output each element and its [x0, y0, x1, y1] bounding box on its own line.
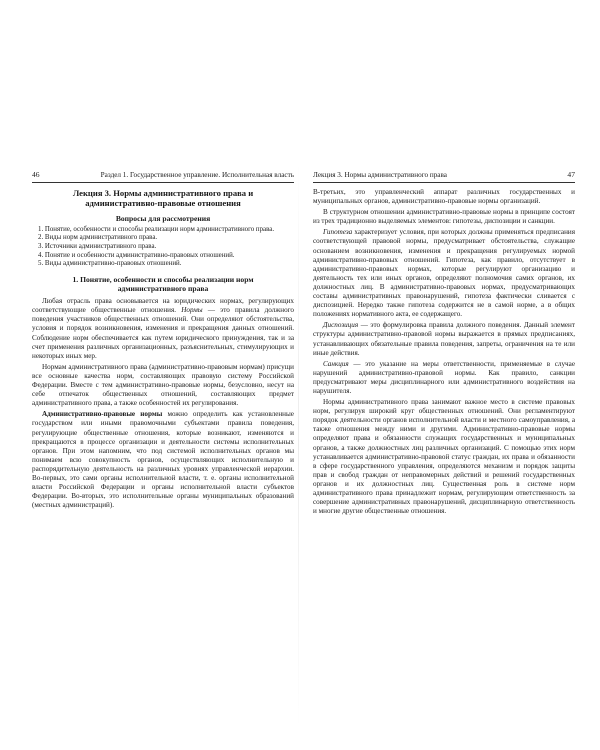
right-running-head [313, 170, 575, 183]
paragraph [313, 360, 575, 396]
left-running-head [32, 170, 294, 183]
questions-title: Вопросы для рассмотрения [115, 213, 211, 223]
paragraph-text: — это правила должного поведения участников общественных отношений. Они определяют обстоятельства, условия и порядок возникновения, изменения и прекращения данных отношений. Соблюдение норм обеспечивается как путем юридического принуждения, так и за счет применения различных организационных, разъяснительных, стимулирующих и некоторых иных мер. [32, 306, 294, 360]
paragraph-text: — это формулировка правила должного поведения. Данный элемент структуры административно-правовой нормы выражается в прямых предписаниях, устанавливающих обязательные правила поведения, запреты, ограничения на те или иные действия. [313, 321, 575, 357]
questions-list [32, 226, 294, 269]
question-item: 3. Источники административного права. [38, 243, 157, 250]
lecture-title: Лекция 3. Нормы административного права и административно-правовые отношения [72, 188, 254, 209]
paragraph [313, 228, 575, 319]
paragraph: Нормы административного права занимают важное место в системе правовых норм, регулируя широкий круг общественных отношений. Они регламентируют порядок деятельности органов исполнительной власти и местного самоуправления, а также отношения между ними и другими. Административно-правовые нормы определяют права и обязанности служащих государственных и муниципальных органов, а также должностных лиц различных организаций. С помощью этих норм устанавливается административно-правовой статус граждан, их права и обязанности в сфере государственного управления, определяются механизм и порядок защиты прав и свобод граждан от неправомерных действий и решений государственных органов и их должностных лиц. Существенная роль в системе норм административного права принадлежит нормам, регулирующим ответственность за совершение административных правонарушений, дисциплинарную ответственность и многие другие общественные отношения. [313, 398, 575, 516]
right-page [313, 170, 575, 730]
paragraph-text: можно определить как установленные государством или иными правомочными субъектами правила поведения, регулирующие общественные отношения, которые возникают, изменяются и прекращаются в процессе организации и деятельности системы исполнительных органов. При этом напомним, что под системой исполнительных органов мы понимаем всю совокупность органов, осуществляющих исполнительную и распорядительную деятельность на различных уровнях управленческой иерархии. Во-первых, это сами органы исполнительной власти, т. е. органы исполнительной власти Российской Федерации и органы исполнительной власти субъектов Федерации. Во-вторых, это исполнительные органы муниципальных образований (местных администраций). [32, 410, 294, 510]
page-gutter [298, 160, 299, 730]
left-page [32, 170, 294, 730]
question-item: 2. Виды норм административного права. [38, 234, 158, 242]
paragraph [32, 410, 294, 510]
left-running-head-text: Раздел 1. Государственное управление. Исполнительная власть [100, 171, 294, 179]
term-disposition: Диспозиция [323, 321, 359, 330]
question-item: 1. Понятие, особенности и способы реализации норм административного права. [38, 225, 275, 233]
term-hypothesis: Гипотеза [323, 228, 353, 237]
section-title: 1. Понятие, особенности и способы реализации норм административного права [72, 274, 254, 293]
left-page-number: 46 [32, 170, 40, 179]
paragraph-text: характеризует условия, при которых должны применяться предписания соответствующей правовой нормы, предусматривает обстоятельства, служащие основанием возникновения, изменения и прекращения регулируемых нормой административно-правовых отношений. Гипотеза, как правило, отсутствует в административно-правовых нормах, которые регулируют организацию и деятельность тех или иных органов, определяют полномочия самих органов, их должностных лиц. В административно-правовых нормах, предусматривающих составы административных правонарушений, гипотеза фактически сливается с диспозицией. Нередко также гипотеза содержится не в самой норме, а в общих положениях нормативного акта, ее содержащего. [313, 228, 575, 319]
paragraph [313, 321, 575, 357]
term-sanction: Санкция [323, 359, 349, 368]
question-item: 4. Понятие и особенности административно-правовых отношений. [38, 251, 235, 259]
right-page-number: 47 [567, 170, 575, 179]
right-running-head-text: Лекция 3. Нормы административного права [313, 171, 447, 179]
paragraph-text: Любая отрасль права основывается на юридических нормах, регулирующих соответствующие общественные отношения. [32, 297, 294, 315]
question-item: 5. Виды административно-правовых отношений. [38, 260, 182, 268]
term-admin-norms: Административно-правовые нормы [42, 410, 163, 419]
term-norms: Нормы [181, 306, 203, 315]
paragraph-text: — это указание на меры ответственности, применяемые в случае нарушений административно-правовой нормы. Как правило, санкции предусматривают меры дисциплинарного или административного воздействия на нарушителя. [313, 359, 575, 395]
paragraph: Нормам административного права (административно-правовым нормам) присущи все основные качества норм, составляющих правовую систему Российской Федерации. Вместе с тем административно-правовые нормы, безусловно, несут на себе отпечаток общественных отношений, составляющих предмет административного права, а также особенностей их регулирования. [32, 362, 294, 408]
paragraph [32, 297, 294, 361]
paragraph: В структурном отношении административно-правовые нормы в принципе состоят из трех традиционно выделяемых элементов: гипотезы, диспозиции и санкции. [313, 208, 575, 226]
paragraph: В-третьих, это управленческий аппарат различных государственных и муниципальных органов, административно-правовые нормы организаций. [313, 188, 575, 206]
